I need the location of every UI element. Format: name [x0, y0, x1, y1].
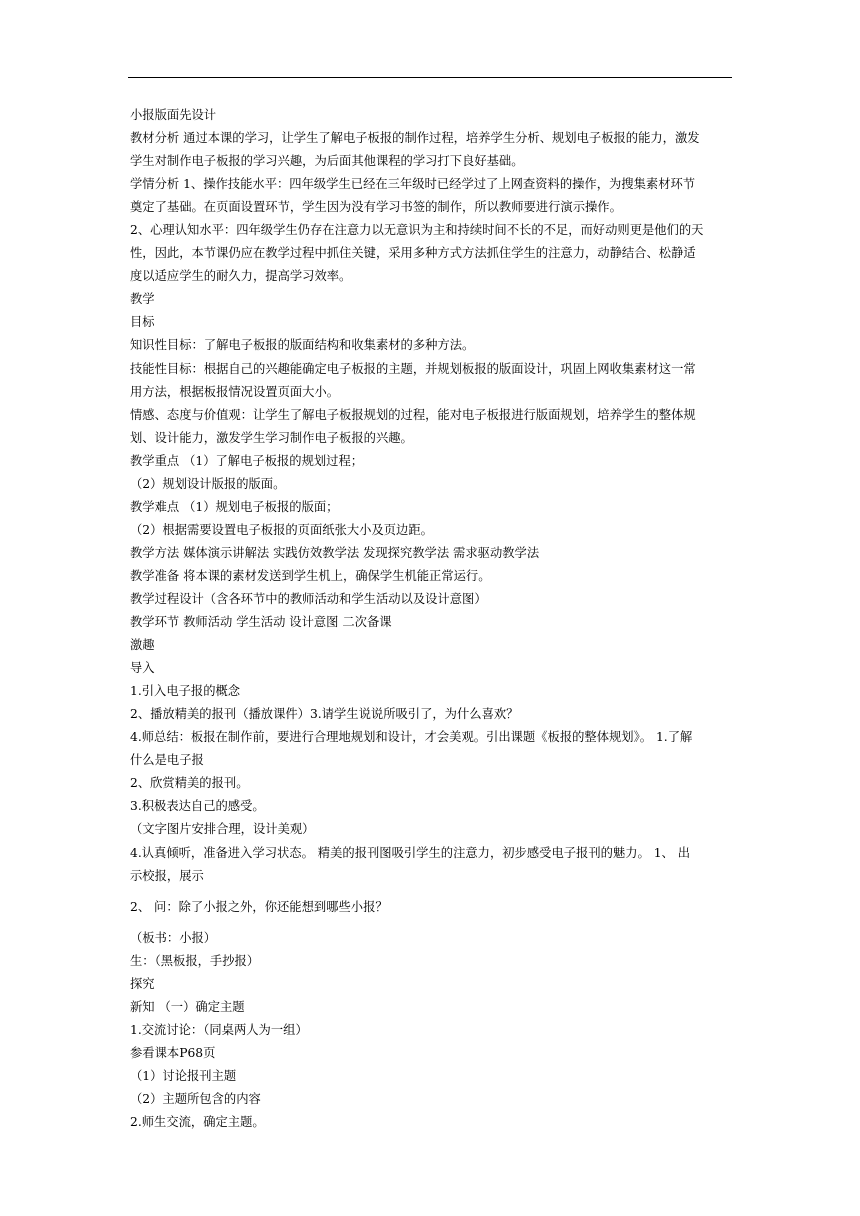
- text-line: 知识性目标：了解电子板报的版面结构和收集素材的多种方法。: [130, 338, 475, 353]
- header-rule: [128, 77, 732, 78]
- text-line: 什么是电子报: [130, 753, 204, 768]
- text-line: 新知 （一）确定主题: [130, 999, 245, 1014]
- text-line: 4.认真倾听，准备进入学习状态。 精美的报刊图吸引学生的注意力，初步感受电子报刊的魅力。 1、 出: [130, 845, 691, 860]
- text-line: 1.交流讨论：（同桌两人为一组）: [130, 1022, 308, 1037]
- text-line: （2）规划设计版报的版面。: [130, 476, 286, 491]
- text-line: 2.师生交流，确定主题。: [130, 1115, 265, 1130]
- text-line: （1）讨论报刊主题: [130, 1068, 237, 1083]
- text-line: 探究: [130, 976, 155, 991]
- text-line: 奠定了基础。在页面设置环节，学生因为没有学习书签的制作，所以教师要进行演示操作。: [130, 200, 622, 215]
- text-line: 激趣: [130, 638, 155, 653]
- text-line: 教学准备 将本课的素材发送到学生机上，确保学生机能正常运行。: [130, 568, 491, 583]
- text-line: 生：（黑板报，手抄报）: [130, 953, 260, 968]
- document-body: [130, 104, 732, 1134]
- text-line: （文字图片安排合理，设计美观）: [130, 822, 315, 837]
- text-line: 技能性目标：根据自己的兴趣能确定电子板报的主题，并规划板报的版面设计，巩固上网收集素材这一常: [130, 361, 696, 376]
- text-line: 用方法，根据板报情况设置页面大小。: [130, 384, 340, 399]
- text-line: 2、播放精美的报刊（播放课件）3.请学生说说所吸引了，为什么喜欢？: [130, 707, 519, 722]
- text-line: （2）主题所包含的内容: [130, 1091, 261, 1106]
- text-line: 示校报，展示: [130, 868, 204, 883]
- text-line: 教学重点 （1）了解电子板报的规划过程；: [130, 453, 364, 468]
- text-line: 教学: [130, 292, 155, 307]
- text-line: 教学方法 媒体演示讲解法 实践仿效教学法 发现探究教学法 需求驱动教学法: [130, 545, 540, 560]
- text-line: 4.师总结：板报在制作前，要进行合理地规划和设计，才会美观。引出课题《板报的整体规划》。 1.了解: [130, 730, 693, 745]
- text-line: 2、 问：除了小报之外，你还能想到哪些小报？: [130, 899, 388, 914]
- text-line: 教学过程设计（含各环节中的教师活动和学生活动以及设计意图）: [130, 591, 487, 606]
- text-line: 小报版面先设计: [130, 108, 217, 122]
- text-line: 导入: [130, 661, 155, 676]
- text-line: 1.引入电子报的概念: [130, 684, 241, 699]
- text-line: 度以适应学生的耐久力，提高学习效率。: [130, 269, 352, 284]
- text-line: 目标: [130, 315, 155, 330]
- text-line: 2、欣赏精美的报刊。: [130, 776, 249, 791]
- text-line: 学情分析 1、操作技能水平：四年级学生已经在三年级时已经学过了上网查资料的操作，为搜集素材环节: [130, 177, 696, 192]
- text-line: 教学难点 （1）规划电子板报的版面；: [130, 499, 339, 514]
- text-line: 情感、态度与价值观：让学生了解电子板报规划的过程，能对电子板报进行版面规划，培养学生的整体规: [130, 407, 696, 422]
- text-line: 性，因此，本节课仍应在教学过程中抓住关键，采用多种方式方法抓住学生的注意力，动静结合、松静适: [130, 246, 696, 261]
- text-line: 教材分析 通过本课的学习，让学生了解电子板报的制作过程，培养学生分析、规划电子板报的能力，激发: [130, 131, 700, 146]
- text-line: 3.积极表达自己的感受。: [130, 799, 265, 814]
- text-line: 2、心理认知水平：四年级学生仍存在注意力以无意识为主和持续时间不长的不足，而好动则更是他们的天: [130, 223, 704, 238]
- text-line: 参看课本P68页: [130, 1045, 216, 1060]
- text-line: 划、设计能力，激发学生学习制作电子板报的兴趣。: [130, 430, 413, 445]
- text-line: （板书：小报）: [130, 930, 217, 945]
- text-line: 学生对制作电子板报的学习兴趣，为后面其他课程的学习打下良好基础。: [130, 154, 524, 169]
- text-line: （2）根据需要设置电子板报的页面纸张大小及页边距。: [130, 522, 433, 537]
- text-line: 教学环节 教师活动 学生活动 设计意图 二次备课: [130, 615, 392, 630]
